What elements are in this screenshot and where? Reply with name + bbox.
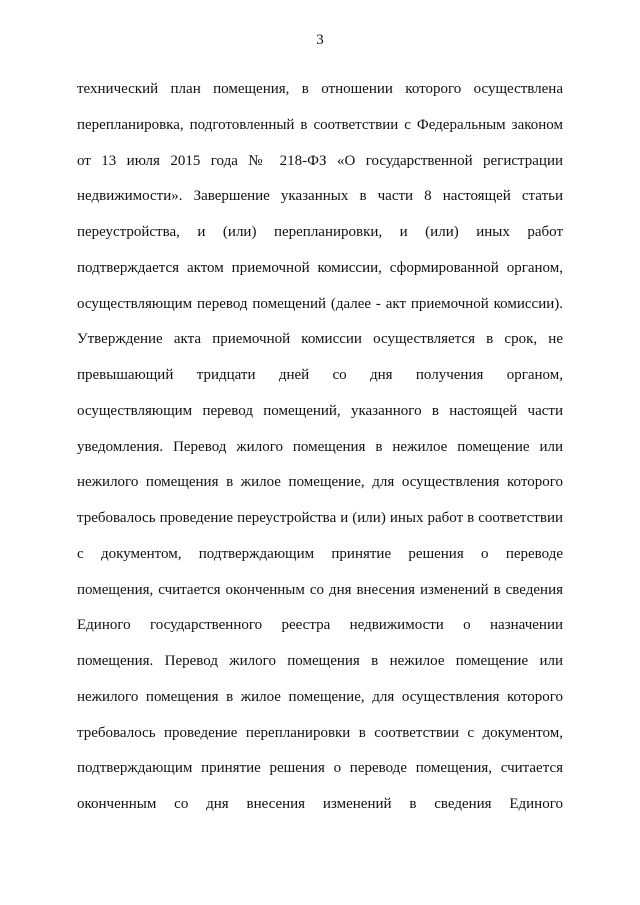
text-line: недвижимости». Завершение указанных в части 8 настоящей статьи [77, 188, 563, 205]
text-line: требовалось проведение перепланировки в соответствии с документом, [77, 724, 563, 741]
text-line: с документом, подтверждающим принятие решения о переводе [77, 545, 563, 562]
text-line: уведомления. Перевод жилого помещения в нежилое помещение или [77, 438, 563, 455]
text-line: от 13 июля 2015 года № 218-ФЗ «О государственной регистрации [77, 152, 563, 169]
text-line: помещения. Перевод жилого помещения в нежилое помещение или [77, 653, 563, 669]
text-line: оконченным со дня внесения изменений в сведения Единого [77, 796, 563, 812]
text-line: осуществляющим перевод помещений (далее - акт приемочной комиссии). [77, 295, 563, 312]
page-number: 3 [316, 32, 324, 48]
text-line: Утверждение акта приемочной комиссии осуществляется в срок, не [77, 331, 563, 348]
text-line: нежилого помещения в жилое помещение, для осуществления которого [77, 688, 563, 705]
text-line: превышающий тридцати дней со дня получения органом, [77, 367, 563, 383]
text-line: подтверждается актом приемочной комиссии, сформированной органом, [77, 259, 563, 276]
text-line: требовалось проведение переустройства и (или) иных работ в соответствии [77, 510, 563, 526]
text-line: перепланировка, подготовленный в соответствии с Федеральным законом [77, 116, 563, 133]
text-line: нежилого помещения в жилое помещение, для осуществления которого [77, 474, 563, 491]
text-line: технический план помещения, в отношении которого осуществлена [77, 81, 563, 97]
body-text [77, 80, 563, 831]
text-line: Единого государственного реестра недвижимости о назначении [77, 617, 563, 634]
text-line: подтверждающим принятие решения о переводе помещения, считается [77, 760, 563, 777]
text-line: осуществляющим перевод помещений, указанного в настоящей части [77, 402, 563, 419]
text-line: помещения, считается оконченным со дня внесения изменений в сведения [77, 581, 563, 598]
text-line: переустройства, и (или) перепланировки, и (или) иных работ [77, 224, 563, 240]
